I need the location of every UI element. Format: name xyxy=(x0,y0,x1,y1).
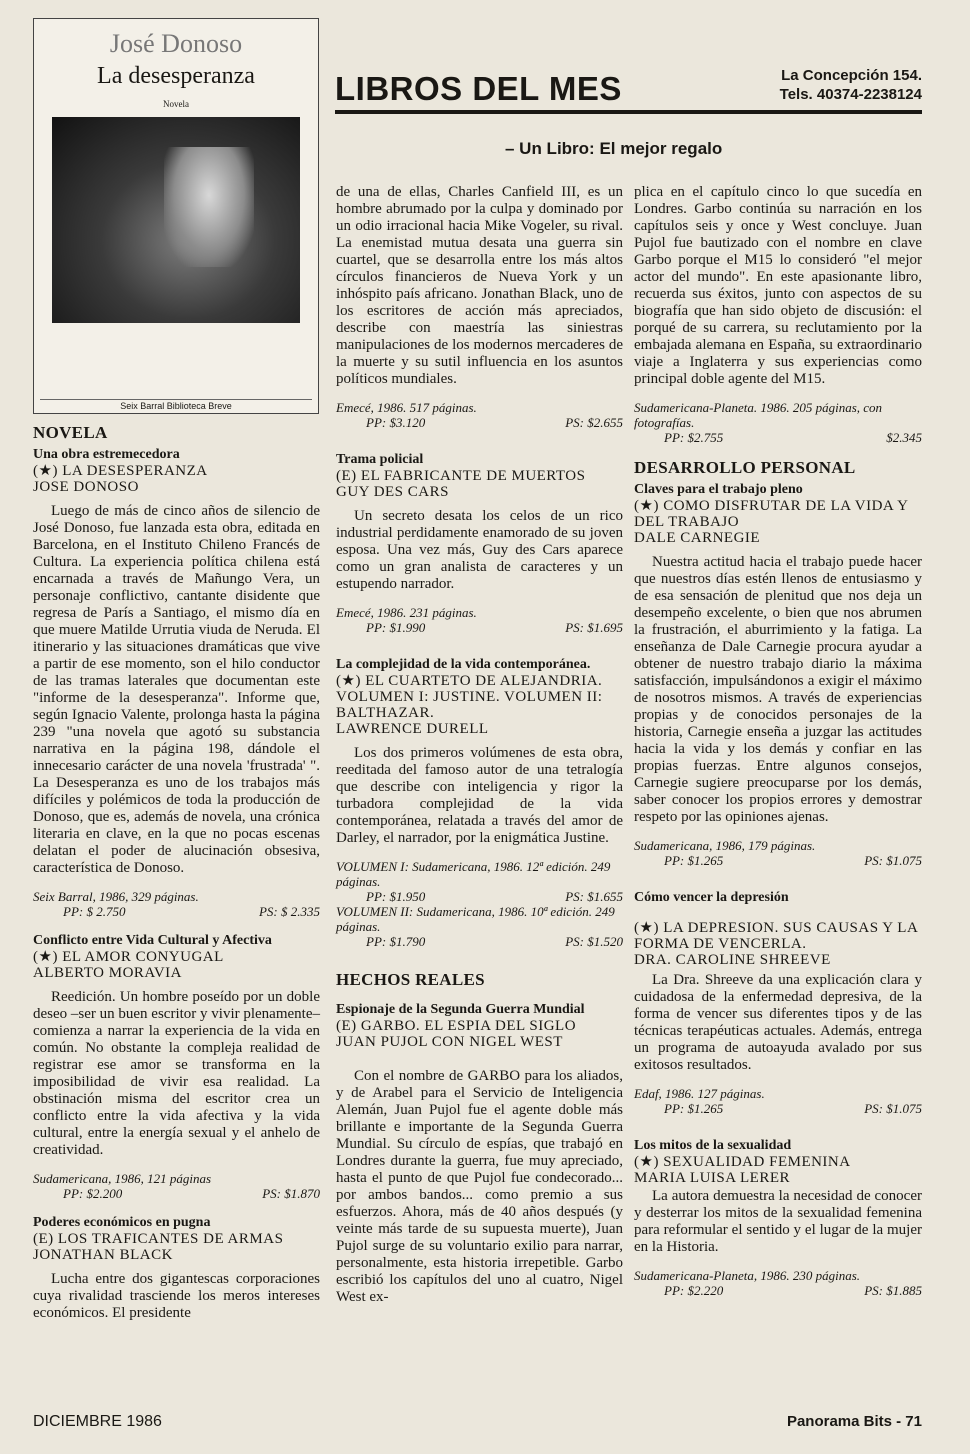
review-body: Reedición. Un hombre poseído por un doble deseo –ser un buen escritor y vivir plenamente– comienza a narrar la experiencia de la vida en común. No obstante la compleja realidad de registrar ese amor se transforma en la imposibilidad de vivir esa realidad. La obstinación misma del escritor crea un conflicto entre la vida afectiva y la vida cultural, entre la energía sexual y el anhelo de creatividad. xyxy=(33,989,320,1158)
price-ps: PS: $2.655 xyxy=(565,415,623,430)
review-body: La Dra. Shreeve da una explicación clara y cuidadosa de la enfermedad depresiva, de la forma de vencer sus diferentes tipos y de las técnicas terapéuticas actuales. Además, entrega un programa de autoayuda avalado por sus exitosos resultados. xyxy=(634,972,922,1073)
publication-info: Sudamericana-Planeta, 1986. 230 páginas. xyxy=(634,1268,861,1283)
book-title: (★) COMO DISFRUTAR DE LA VIDA Y DEL TRABAJO xyxy=(634,498,908,530)
review-kicker: Conflicto entre Vida Cultural y Afectiva xyxy=(33,933,272,948)
review-garbo xyxy=(336,1002,623,1306)
book-title: (★) LA DEPRESION. SUS CAUSAS Y LA FORMA DE VENCERLA. xyxy=(634,920,918,952)
price-pp: PP: $1.950 xyxy=(366,889,426,904)
price-pp: PP: $2.755 xyxy=(664,430,724,445)
phone-line: Tels. 40374-2238124 xyxy=(779,86,922,103)
review-body: Luego de más de cinco años de silencio de José Donoso, fue lanzada esta obra, editada en Barcelona, en el Instituto Chileno Francés de Cultura. La experiencia política chilena está encarnada a través de Mañungo Vera, un personaje conflictivo, cantante disidente que regresa de París a Santiago, el mismo día en que muere Matilde Urrutia viuda de Neruda. El itinerario y las situaciones dramáticas que vive a partir de ese momento, son el hilo conductor de las tramas laterales que documentan este "informe de la desesperanza". Informe que, según Ignacio Valente, prolonga hasta la página 239 "una novela que agotó su substancia narrativa en la página 198, dándole el innecesario carácter de una novela 'frustrada' ". La Desesperanza es uno de los trabajos más difíciles y polémicos de toda la producción de Donoso, que es, además de novela, una crónica literaria en clave, en la que no pocas escenas delatan el poder de alucinación obsesiva, característica de Donoso. xyxy=(33,503,320,876)
book-author: JUAN PUJOL CON NIGEL WEST xyxy=(336,1034,563,1050)
book-cover-image xyxy=(33,18,319,414)
price-pp: PP: $1.990 xyxy=(366,620,426,635)
address-line: La Concepción 154. xyxy=(781,67,922,84)
review-traficantes-continued xyxy=(336,184,623,430)
cover-artwork-figure xyxy=(164,147,254,267)
review-kicker: Cómo vencer la depresión xyxy=(634,890,789,905)
book-title: (E) GARBO. EL ESPIA DEL SIGLO xyxy=(336,1018,577,1034)
price-pp: PP: $1.265 xyxy=(664,1101,724,1116)
publication-info: Emecé, 1986. 517 páginas. xyxy=(336,400,477,415)
price-pp: PP: $ 2.750 xyxy=(63,904,126,919)
book-title: (E) LOS TRAFICANTES DE ARMAS xyxy=(33,1231,284,1247)
review-kicker: Espionaje de la Segunda Guerra Mundial xyxy=(336,1002,585,1017)
price-ps: PS: $ 2.335 xyxy=(258,904,320,919)
review-fabricante xyxy=(336,452,623,635)
section-heading: DESARROLLO PERSONAL xyxy=(634,458,856,477)
price-row xyxy=(336,415,623,430)
review-body: Nuestra actitud hacia el trabajo puede hacer que nuestros días estén llenos de entusiasmo y de esa sensación de plenitud que nos deja un desempeño excelente, o bien que nos abrumen la frustración, el aburrimiento y la fatiga. La enseñanza de Dale Carnegie procura ayudar a obtener de nuestro trabajo diario la máxima satisfacción, impulsándonos a exigir el máximo de nosotros mismos. A través de experiencias propias y de conocidos personajes de la historia, Carnegie enseña a juzgar las actitudes hacia la vida y los demás y confiar en las propias fuerzas. Entre algunos consejos, Carnegie sugiere preocuparse por los demás, saber conocer los propios errores y demostrar respeto por las opiniones ajenas. xyxy=(634,554,922,825)
review-cuarteto xyxy=(336,657,623,949)
price-ps: PS: $1.075 xyxy=(864,1101,922,1116)
review-kicker: Poderes económicos en pugna xyxy=(33,1215,211,1230)
review-body: Los dos primeros volúmenes de esta obra, reeditada del famoso autor de una tetralogía que describe con inteligencia y rigor la turbadora complejidad de la vida contemporánea, relatada a través del amor de Darley, el narrador, por la enigmática Justine. xyxy=(336,745,623,846)
price-ps: PS: $1.655 xyxy=(565,889,623,904)
book-title: (E) EL FABRICANTE DE MUERTOS xyxy=(336,468,586,484)
page-title: LIBROS DEL MES xyxy=(335,70,622,107)
review-body: de una de ellas, Charles Canfield III, es un hombre abrumado por la culpa y dominado por un odio irracional hacia Mike Vogeler, su rival. La enemistad mutua desata una guerra sin cuartel, que se desarrolla entre los más altos círculos financieros de Nueva York y un inhóspito país africano. Jonathan Black, uno de los escritores de acción más apreciados, describe con maestría las siniestras manipulaciones de los modernos mercaderes de la muerte y su sutil influencia en los asuntos políticos mundiales. xyxy=(336,184,623,387)
address-block xyxy=(760,66,922,104)
price-row xyxy=(634,1283,922,1298)
price-pp: PP: $1.790 xyxy=(366,934,426,949)
review-sexualidad xyxy=(634,1138,922,1298)
price-pp: PP: $1.265 xyxy=(664,853,724,868)
publication-info: Sudamericana, 1986, 121 páginas xyxy=(33,1171,212,1186)
price-ps: $2.345 xyxy=(886,430,922,445)
footer-page-number: Panorama Bits - 71 xyxy=(786,1413,922,1430)
section-heading: HECHOS REALES xyxy=(336,970,485,989)
price-row xyxy=(336,889,623,904)
price-row xyxy=(336,620,623,635)
price-ps: PS: $1.075 xyxy=(864,853,922,868)
review-body: Un secreto desata los celos de un rico industrial perdidamente enamorado de su joven esposa. Una vez más, Guy des Cars aparece como un gran analista de caracteres y un estupendo narrador. xyxy=(336,508,623,592)
book-title: (★) SEXUALIDAD FEMENINA xyxy=(634,1154,851,1170)
book-author: JONATHAN BLACK xyxy=(33,1247,173,1263)
footer-date: DICIEMBRE 1986 xyxy=(33,1413,162,1430)
publication-info: Sudamericana, 1986, 179 páginas. xyxy=(634,838,816,853)
publication-info: Sudamericana-Planeta. 1986. 205 páginas, con fotografías. xyxy=(634,400,883,430)
book-author: DRA. CAROLINE SHREEVE xyxy=(634,952,831,968)
book-author: ALBERTO MORAVIA xyxy=(33,965,182,981)
publication-info: VOLUMEN I: Sudamericana, 1986. 12ª edición. 249 páginas. xyxy=(336,859,611,889)
review-kicker: Claves para el trabajo pleno xyxy=(634,482,803,497)
price-pp: PP: $2.200 xyxy=(63,1186,123,1201)
book-author: LAWRENCE DURELL xyxy=(336,721,489,737)
review-amor-conyugal xyxy=(33,933,320,1201)
publication-info: Seix Barral, 1986, 329 páginas. xyxy=(33,889,199,904)
publication-info: Emecé, 1986. 231 páginas. xyxy=(336,605,477,620)
cover-subtitle: Novela xyxy=(163,99,189,109)
price-row xyxy=(336,934,623,949)
review-kicker: La complejidad de la vida contemporánea. xyxy=(336,657,591,672)
review-carnegie xyxy=(634,482,922,868)
price-ps: PS: $1.695 xyxy=(565,620,623,635)
tagline: – Un Libro: El mejor regalo xyxy=(505,139,723,158)
review-desesperanza xyxy=(33,447,320,919)
book-author: JOSE DONOSO xyxy=(33,479,139,495)
book-author: MARIA LUISA LERER xyxy=(634,1170,791,1186)
price-ps: PS: $1.870 xyxy=(262,1186,320,1201)
review-body: Lucha entre dos gigantescas corporaciones cuya rivalidad trasciende los meros intereses económicos. El presidente xyxy=(33,1271,320,1321)
title-rule xyxy=(335,110,922,114)
review-depresion xyxy=(634,890,922,1116)
price-row xyxy=(634,1101,922,1116)
review-body: La autora demuestra la necesidad de conocer y desterrar los mitos de la sexualidad femenina para reformular el sentido y el lugar de la mujer en la Historia. xyxy=(634,1188,922,1255)
price-ps: PS: $1.885 xyxy=(864,1283,922,1298)
price-row xyxy=(634,853,922,868)
price-pp: PP: $3.120 xyxy=(366,415,426,430)
book-author: DALE CARNEGIE xyxy=(634,530,761,546)
book-author: GUY DES CARS xyxy=(336,484,449,500)
publication-info: VOLUMEN II: Sudamericana, 1986. 10ª edición. 249 páginas. xyxy=(336,904,615,934)
review-body: plica en el capítulo cinco lo que sucedía en Londres. Garbo continúa su narración en los capítulos seis y once y West concluye. Juan Pujol fue bautizado con el nombre en clave Garbo porque el M15 lo consideró "el mejor actor del mundo". En este apasionante libro, recuerda sus éxitos, junto con aspectos de su biografía que han sido objeto de discusión: el porqué de su carrera, su reclutamiento por la embajada alemana en España, su extraordinario viaje a Inglaterra y sus experiencias como principal doble agente del M15. xyxy=(634,184,922,387)
publication-info: Edaf, 1986. 127 páginas. xyxy=(634,1086,765,1101)
review-garbo-continued xyxy=(634,184,922,445)
column-3 xyxy=(634,184,922,1298)
review-kicker: Los mitos de la sexualidad xyxy=(634,1138,792,1153)
section-heading: NOVELA xyxy=(33,423,108,442)
cover-author: José Donoso xyxy=(109,29,243,58)
price-row xyxy=(634,430,922,445)
book-title: (★) EL CUARTETO DE ALEJANDRIA. VOLUMEN I: JUSTINE. VOLUMEN II: BALTHAZAR. xyxy=(336,673,603,721)
cover-publisher: Seix Barral Biblioteca Breve xyxy=(40,399,312,411)
review-kicker: Una obra estremecedora xyxy=(33,447,180,462)
price-ps: PS: $1.520 xyxy=(565,934,623,949)
price-pp: PP: $2.220 xyxy=(664,1283,724,1298)
column-1 xyxy=(33,424,320,1322)
book-title: (★) LA DESESPERANZA xyxy=(33,463,208,479)
column-2 xyxy=(336,184,623,1306)
cover-title: La desesperanza xyxy=(97,63,255,89)
review-body: Con el nombre de GARBO para los aliados, y de Arabel para el Servicio de Inteligencia Alemán, Juan Pujol fue el agente doble más brillante e importante de la Segunda Guerra Mundial. Su círculo de espías, que trabajó en Londres durante la guerra, fue muy apreciado, hasta el punto de que Pujol fue condecorado... por ambos bandos... como premio a sus esfuerzos. Ahora, más de 40 años después (y veinte más tarde de su supuesta muerte), Juan Pujol surge de su voluntario exilio para narrar, personalmente, esta historia irrepetible. Garbo escribió los capítulos del uno al cuatro, Nigel West ex- xyxy=(336,1068,623,1305)
review-traficantes xyxy=(33,1215,320,1322)
book-title: (★) EL AMOR CONYUGAL xyxy=(33,949,224,965)
price-row xyxy=(33,1186,320,1201)
price-row xyxy=(33,904,320,919)
review-kicker: Trama policial xyxy=(336,452,424,467)
